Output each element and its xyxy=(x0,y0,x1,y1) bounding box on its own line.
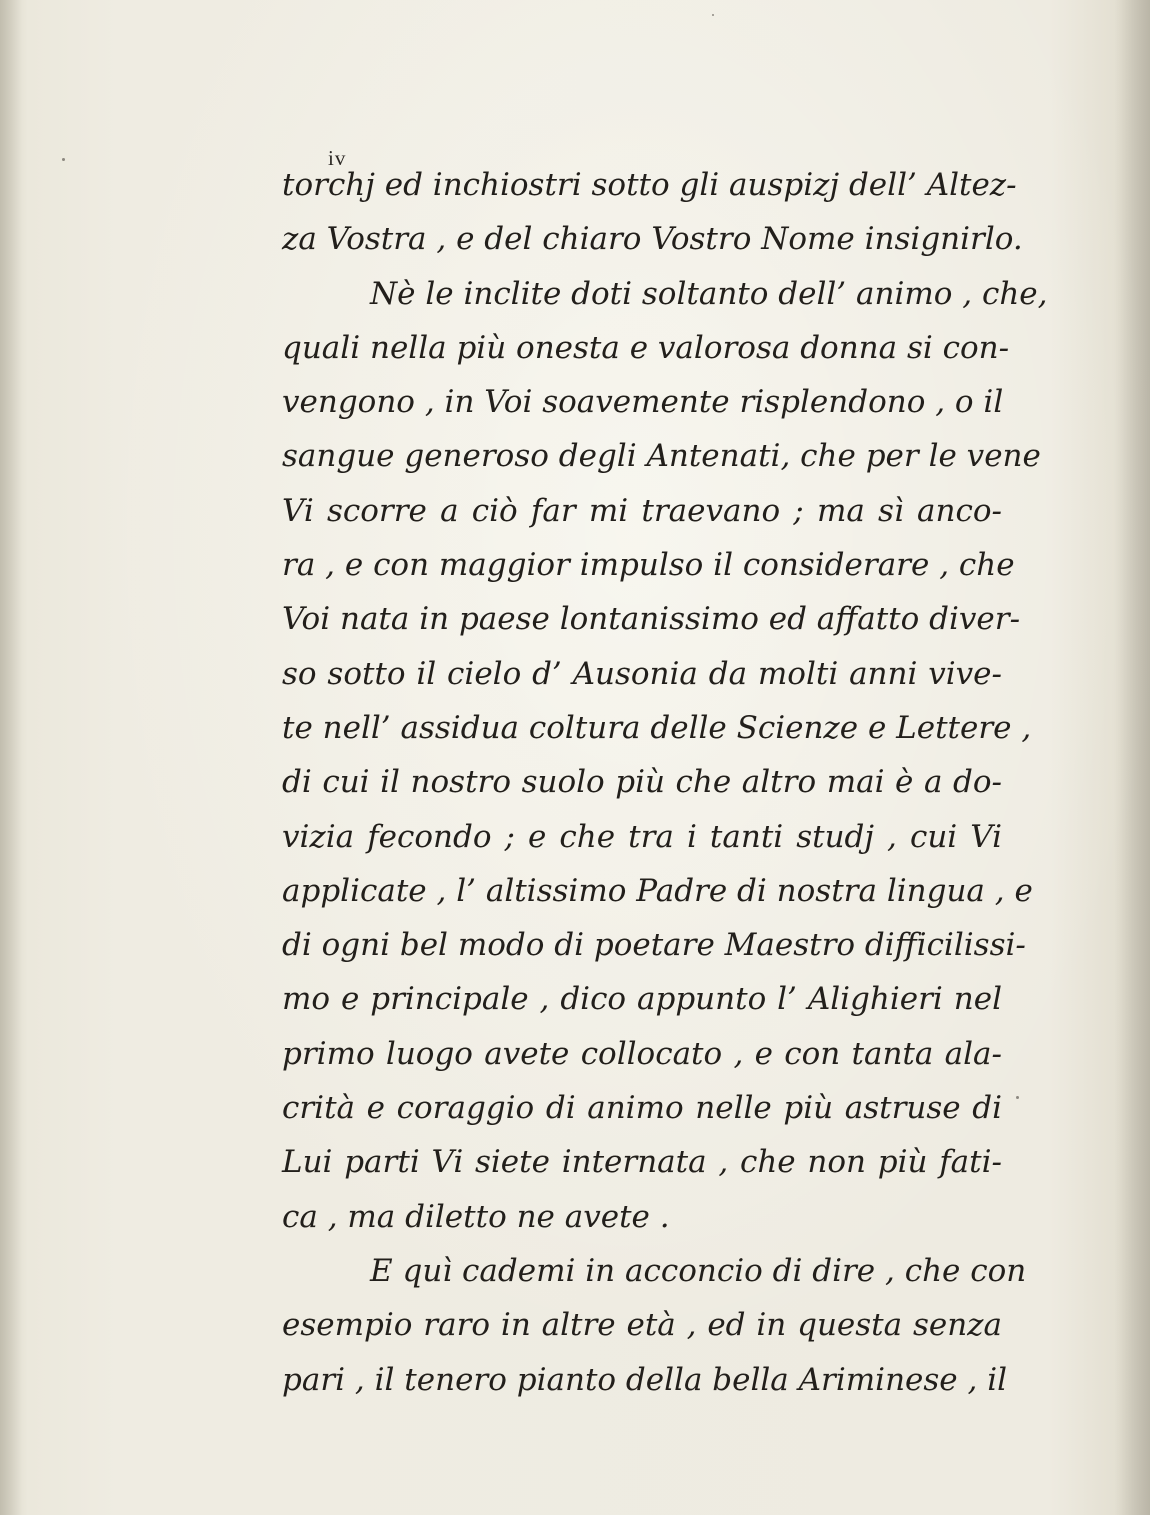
text-line: te nell’ assidua coltura delle Scienze e Lettere , xyxy=(282,709,1032,746)
text-line: mo e principale , dico appunto l’ Alighieri nel xyxy=(282,981,1002,1018)
paper-speck xyxy=(1016,1096,1019,1099)
text-line: vizia fecondo ; e che tra i tanti studj , cui Vi xyxy=(282,818,1002,855)
text-line: Lui parti Vi siete internata , che non più fati- xyxy=(282,1144,1002,1181)
text-line: pari , il tenero pianto della bella Ariminese , il xyxy=(282,1361,1008,1398)
page-number: iv xyxy=(328,146,347,170)
text-line: Voi nata in paese lontanissimo ed affatto diver- xyxy=(282,601,1021,638)
body-text xyxy=(282,158,1048,1407)
text-line: primo luogo avete collocato , e con tanta ala- xyxy=(282,1035,1002,1072)
text-line: di cui il nostro suolo più che altro mai è a do- xyxy=(282,764,1002,801)
page-edge-shadow xyxy=(1114,0,1150,1515)
text-line: torchj ed inchiostri sotto gli auspizj dell’ Altez- xyxy=(282,167,1017,203)
text-line: di ogni bel modo di poetare Maestro difficilissi- xyxy=(282,927,1026,964)
text-line: za Vostra , e del chiaro Vostro Nome insignirlo. xyxy=(282,221,1023,258)
paragraph-start-line: Nè le inclite doti soltanto dell’ animo , che, xyxy=(370,275,1048,312)
paper-speck xyxy=(712,14,714,16)
text-line: vengono , in Voi soavemente risplendono , o il xyxy=(282,384,1004,421)
text-line: esempio raro in altre età , ed in questa senza xyxy=(282,1307,1002,1344)
text-line: Vi scorre a ciò far mi traevano ; ma sì anco- xyxy=(282,492,1002,529)
text-line: ra , e con maggior impulso il considerare , che xyxy=(282,547,1015,584)
text-line: quali nella più onesta e valorosa donna si con- xyxy=(282,329,1010,366)
paragraph-end-line: ca , ma diletto ne avete . xyxy=(282,1198,670,1235)
text-line: applicate , l’ altissimo Padre di nostra lingua , e xyxy=(282,872,1033,909)
text-line: so sotto il cielo d’ Ausonia da molti anni vive- xyxy=(282,655,1002,692)
paragraph-start-line: E quì cademi in acconcio di dire , che con xyxy=(370,1252,1027,1289)
paper-speck xyxy=(62,158,65,161)
page-gutter-shadow xyxy=(0,0,22,1515)
text-line: crità e coraggio di animo nelle più astruse di xyxy=(282,1090,1002,1127)
text-line: sangue generoso degli Antenati, che per le vene xyxy=(282,438,1041,475)
